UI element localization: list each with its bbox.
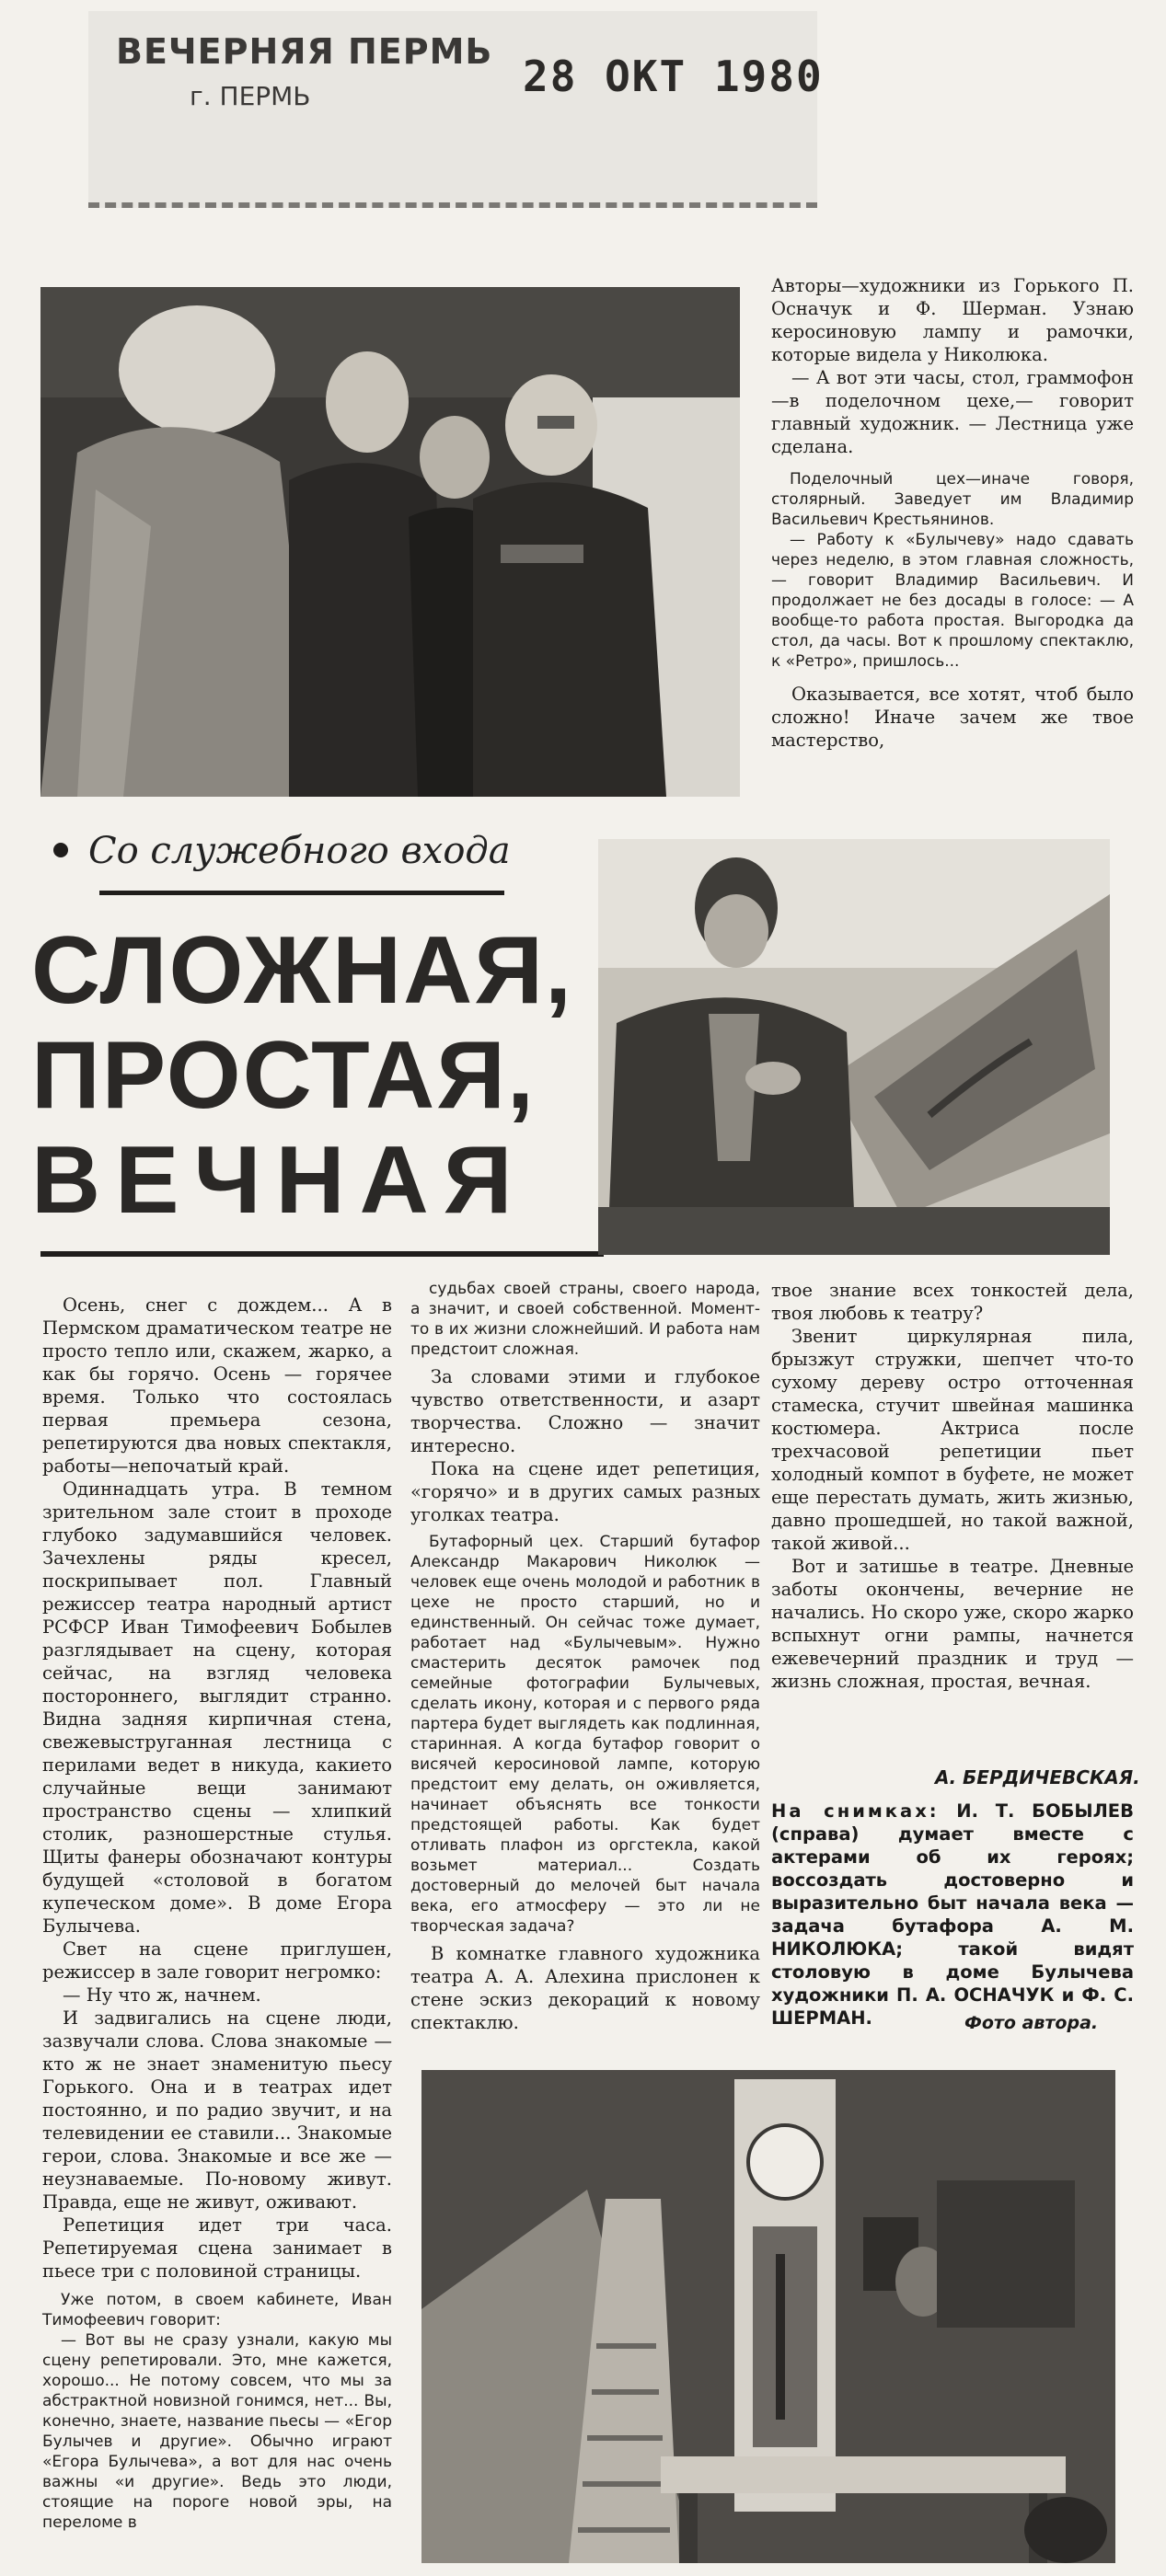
photo-caption [771,1800,1134,2030]
newspaper-title: ВЕЧЕРНЯЯ ПЕРМЬ [116,31,493,72]
paragraph: В комнатке главного художника театра А. А. Алехина прислонен к стене эскиз декораций к новому спектаклю. [410,1943,760,2033]
paragraph: И задвигались на сцене люди, зазвучали слова. Слова знакомые — кто ж не знает знаменитую пьесу Горького. Она и в театрах идет постоянно, и по радио звучит, и на телевидении ее ставили... Знакомые герои, слова. Знакомые и все же — неузнаваемые. По-новому живут. Правда, еще не живут, оживают. [42,2007,392,2213]
paragraph: Репетиция идет три часа. Репетируемая сцена занимает в пьесе три с половиной страницы. [42,2214,392,2282]
date-stamp: 28 ОКТ 1980 [523,52,824,101]
photo-props-maker [598,839,1110,1255]
paragraph: Свет на сцене приглушен, режиссер в зале говорит негромко: [42,1938,392,1983]
paragraph: За словами этими и глубокое чувство ответственности, и азарт творчества. Сложно — значит интересно. [410,1366,760,1456]
headline-line: ВЕЧНАЯ [31,1127,527,1234]
divider [99,891,504,895]
paragraph: Оказывается, все хотят, чтоб было сложно! Иначе зачем же твое мастерство, [771,684,1134,751]
paragraph: Поделочный цех—иначе говоря, столярный. Заведует им Владимир Васильевич Крестьянинов. [771,470,1134,529]
paragraph: судьбах своей страны, своего народа, а значит, и своей собственной. Момент-то в их жизни сложнейший. И работа нам предстоит сложная. [410,1280,760,1359]
divider [40,1251,604,1257]
paragraph: — Работу к «Булычеву» надо сдавать через неделю, в этом главная сложность, — говорит Владимир Васильевич. И продолжает не без досады в голосе: — А вообще-то работа простая. Выгородка да стол, да часы. Вот к прошлому спектаклю, к «Ретро», пришлось... [771,531,1134,671]
paragraph: Одиннадцать утра. В темном зрительном зале стоит в проходе глубоко задумавшийся человек. Зачехлены ряды кресел, поскрипывает пол. Главный режиссер театра народный артист РСФСР Иван Тимофеевич Бобылев разглядывает на сцену, которая сейчас, на взгляд человека постороннего, выглядит странно. Видна задняя кирпичная стена, свежевыструганная лестница с перилами ведет в никуда, какието случайные вещи занимают пространство сцены — хлипкий столик, разношерстные стулья. Щиты фанеры обозначают контуры будущей «столовой в богатом купеческом доме». В доме Егора Булычева. [42,1478,392,1937]
photo-stage-set-clock [421,2070,1115,2563]
column-2 [410,1279,760,2034]
bullet-dot-icon [53,843,68,857]
paragraph: — Ну что ж, начнем. [63,1984,261,2006]
paragraph: Вот и затишье в театре. Дневные заботы окончены, вечерние не начались. Но скоро уже, скоро жарко вспыхнут огни рампы, начнется ежевечерний праздник и труд — жизнь сложная, простая, вечная. [771,1556,1134,1692]
paragraph: Осень, снег с дождем... А в Пермском драматическом театре не просто тепло или, скажем, жарко, а как бы горячо. Осень — горячее время. Только что состоялась первая премьера сезона, репетируются два новых спектакля, работы—непочатый край. [42,1294,392,1477]
headline-line: ПРОСТАЯ, [31,1022,536,1129]
paragraph: Бутафорный цех. Старший бутафор Александр Макарович Николюк — человек еще очень молодой и работник в цехе не просто старший, но и единственный. Он сейчас тоже думает, работает над «Булычевым». Нужно смастерить десяток рамочек под семейные фотографии Булычевых, сделать икону, которая и с первого ряда партера будет выглядеть как подлинная, старинная. А когда бутафор говорит о висячей керосиновой лампе, которую предстоит ему делать, он оживляется, начинает объяснять все тонкости предстоящей работы. Как будет отливать плафон из оргстекла, какой возьмет материал... Создать достоверный до мелочей быт начала века, его атмосферу — это ли не творческая задача? [410,1533,760,1936]
rubric: Со служебного входа [88,830,511,872]
author-signature: А. БЕРДИЧЕВСКАЯ. [935,1766,1140,1788]
caption-lead: На снимках: [771,1800,940,1822]
headline [31,918,602,1233]
paragraph: Звенит циркулярная пила, брызжут стружки, шепчет что-то сухому дереву остро отточенная стамеска, стучит швейная машинка костюмера. Актриса после трехчасовой репетиции пьет холодный компот в буфете, не может еще перестать думать, жить жизнью, давно прошедшей, но такой важной, такой живой... [771,1326,1134,1554]
paragraph: Авторы—художники из Горького П. Осначук и Ф. Шерман. Узнаю керосиновую лампу и рамочки, которые видела у Николюка. [771,275,1134,365]
paragraph: Уже потом, в своем кабинете, Иван Тимофеевич говорит: [42,2291,392,2329]
column-1 [42,1294,392,2533]
photo-credit: Фото автора. [964,2013,1099,2033]
caption-text: И. Т. БОБЫЛЕВ (справа) думает вместе с актерами об их героях; воссоздать достоверно и выразительно быт начала века — задача бутафора А. М. НИКОЛЮКА; такой видят столовую в доме Булычева художники П. А. ОСНАЧУК и Ф. С. ШЕРМАН. [771,1800,1134,2029]
headline-line: СЛОЖНАЯ, [31,917,573,1024]
paragraph: Пока на сцене идет репетиция, «горячо» и в других самых разных уголках театра. [410,1458,760,1525]
paragraph: — Вот вы не сразу узнали, какую мы сцену репетировали. Это, мне кажется, хорошо... Не потому совсем, что мы за абстрактной новизной гонимся, нет... Вы, конечно, знаете, название пьесы — «Егор Булычев и другие». Обычно играют «Егора Булычева», а вот для нас очень важны «и другие». Ведь это люди, стоящие на пороге новой эры, на переломе в [42,2331,392,2532]
column-right-top [771,274,1134,752]
paragraph: твое знание всех тонкостей дела, твоя любовь к театру? [771,1280,1134,1324]
newspaper-city: г. ПЕРМЬ [190,81,311,111]
paragraph: — А вот эти часы, стол, граммофон—в поделочном цехе,— говорит главный художник. — Лестница уже сделана. [771,367,1134,457]
column-3 [771,1279,1134,1693]
photo-people-rehearsal [40,287,740,797]
